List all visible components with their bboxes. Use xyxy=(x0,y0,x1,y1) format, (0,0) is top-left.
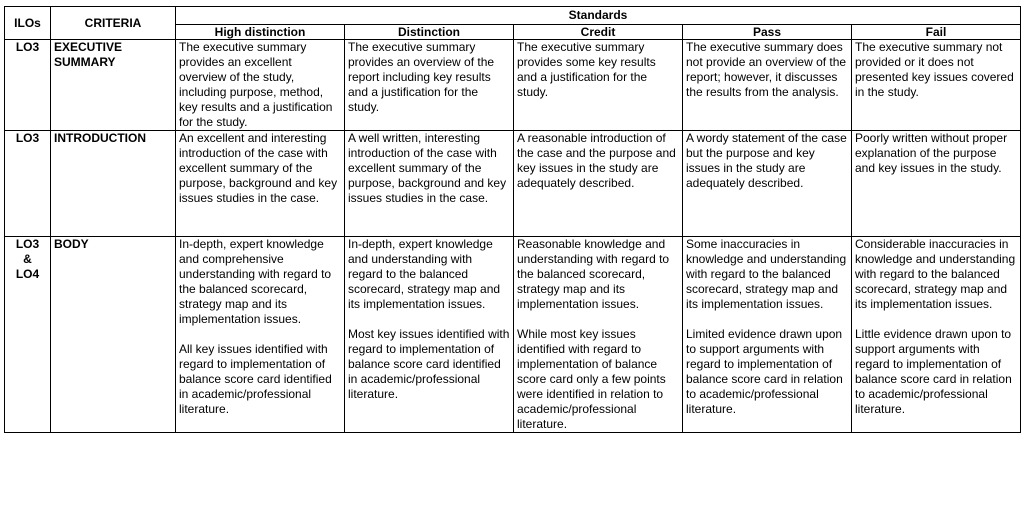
standard-description: A well written, interesting introduction of the case with excellent summary of the purpose, background and key issues studies in the case. xyxy=(348,131,507,205)
standard-description: The executive summary provides some key results and a justification for the study. xyxy=(517,40,656,99)
criteria-cell: EXECUTIVE SUMMARY xyxy=(51,40,176,131)
level-header-pass: Pass xyxy=(683,25,852,40)
standard-description: The executive summary not provided or it does not presented key issues covered in the study. xyxy=(855,40,1014,99)
standard-cell-distinction xyxy=(345,237,514,433)
rubric-row xyxy=(5,40,1021,131)
ilo-cell xyxy=(5,40,51,131)
standard-cell-fail xyxy=(852,237,1021,433)
standard-description: Little evidence drawn upon to support arguments with regard to implementation of balance score card in relation to academic/professional literature. xyxy=(855,327,1012,416)
standard-cell-fail xyxy=(852,40,1021,131)
criteria-header: CRITERIA xyxy=(51,7,176,40)
standard-description: In-depth, expert knowledge and understanding with regard to the balanced scorecard, strategy map and its implementation issues. xyxy=(348,237,501,311)
level-header-high-distinction: High distinction xyxy=(176,25,345,40)
standard-cell-distinction xyxy=(345,40,514,131)
standard-cell-pass xyxy=(683,40,852,131)
criteria-cell: BODY xyxy=(51,237,176,433)
standard-description: In-depth, expert knowledge and comprehensive understanding with regard to the balanced scorecard, strategy map and its implementation issues. xyxy=(179,237,332,326)
rubric-row xyxy=(5,237,1021,433)
ilo-label: LO3 xyxy=(15,237,40,251)
standard-description: Reasonable knowledge and understanding with regard to the balanced scorecard, strategy map and its implementation issues. xyxy=(517,237,670,311)
standard-description: Poorly written without proper explanation of the purpose and key issues in the study. xyxy=(855,131,1008,175)
level-header-distinction: Distinction xyxy=(345,25,514,40)
standard-description: An excellent and interesting introduction of the case with excellent summary of the purpose, background and key issues studies in the case. xyxy=(179,131,338,205)
ilos-header: ILOs xyxy=(5,7,51,40)
rubric-row xyxy=(5,131,1021,237)
ilo-label: & xyxy=(23,252,32,266)
ilo-label: LO3 xyxy=(15,131,40,145)
standard-description: Most key issues identified with regard to implementation of balance score card identified in academic/professional literature. xyxy=(348,327,510,401)
level-header-credit: Credit xyxy=(514,25,683,40)
standard-cell-pass xyxy=(683,237,852,433)
standard-cell-credit xyxy=(514,131,683,237)
standard-description: Considerable inaccuracies in knowledge and understanding with regard to the balanced scorecard, strategy map and its implementation issues. xyxy=(855,237,1016,311)
criteria-cell: INTRODUCTION xyxy=(51,131,176,237)
standard-cell-high-distinction xyxy=(176,237,345,433)
level-header-fail: Fail xyxy=(852,25,1021,40)
standard-cell-high-distinction xyxy=(176,40,345,131)
rubric-body xyxy=(5,40,1021,433)
standard-description: Some inaccuracies in knowledge and understanding with regard to the balanced scorecard, strategy map and its implementation issues. xyxy=(686,237,847,311)
rubric-container xyxy=(4,6,1021,433)
marking-rubric-table xyxy=(4,6,1021,433)
standard-description: The executive summary does not provide an overview of the report; however, it discusses the results from the analysis. xyxy=(686,40,847,99)
ilo-cell xyxy=(5,237,51,433)
standard-description: While most key issues identified with regard to implementation of balance score card only a few points were identified in relation to academic/professional literature. xyxy=(517,327,666,431)
standard-cell-pass xyxy=(683,131,852,237)
standard-cell-distinction xyxy=(345,131,514,237)
standard-cell-high-distinction xyxy=(176,131,345,237)
standard-cell-credit xyxy=(514,40,683,131)
standard-description: All key issues identified with regard to implementation of balance score card identified in academic/professional literature. xyxy=(179,342,332,416)
standards-header: Standards xyxy=(176,7,1021,25)
standard-cell-fail xyxy=(852,131,1021,237)
ilo-cell xyxy=(5,131,51,237)
standard-description: The executive summary provides an excellent overview of the study, including purpose, method, key results and a justification for the study. xyxy=(179,40,333,129)
ilo-label: LO3 xyxy=(15,40,40,54)
standard-description: A wordy statement of the case but the purpose and key issues in the study are adequately described. xyxy=(686,131,847,190)
standard-description: Limited evidence drawn upon to support arguments with regard to implementation of balance score card in relation to academic/professional literature. xyxy=(686,327,843,416)
standard-cell-credit xyxy=(514,237,683,433)
header-row-1 xyxy=(5,7,1021,25)
standard-description: The executive summary provides an overview of the report including key results and a justification for the study. xyxy=(348,40,495,114)
ilo-label: LO4 xyxy=(15,267,40,281)
standard-description: A reasonable introduction of the case and the purpose and key issues in the study are adequately described. xyxy=(517,131,676,190)
